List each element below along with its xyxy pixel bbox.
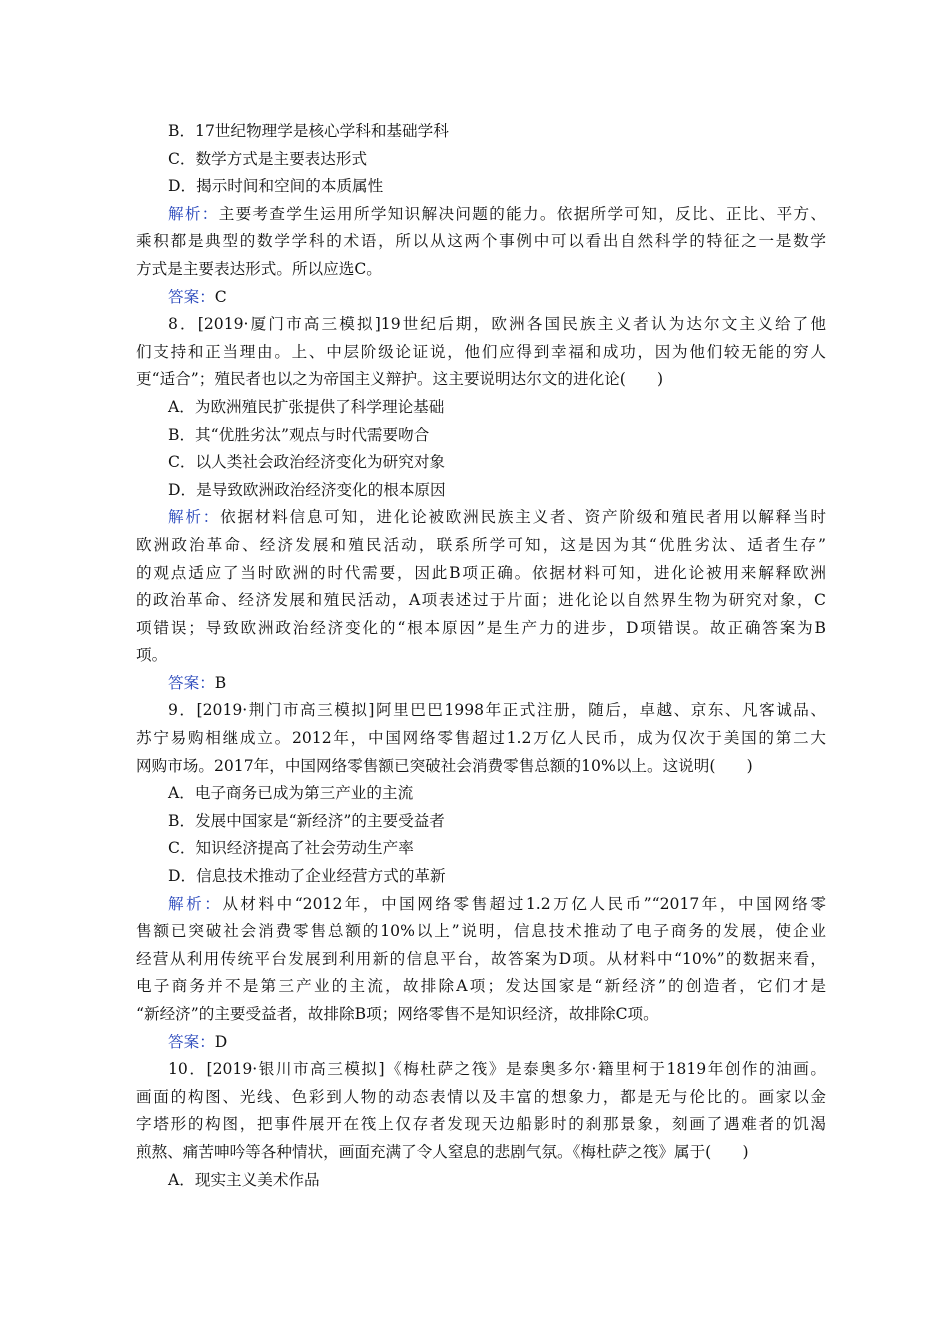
answer-label: 答案：: [168, 1032, 215, 1051]
q7-option-b: B．17世纪物理学是核心学科和基础学科: [168, 122, 449, 140]
q8-analysis-line-6: 项。: [136, 646, 168, 665]
q7-answer-value: C: [214, 287, 227, 306]
analysis-label: 解析：: [168, 894, 223, 913]
q8-option-a: A．为欧洲殖民扩张提供了科学理论基础: [168, 397, 445, 416]
q10-option-a: A．现实主义美术作品: [168, 1170, 320, 1189]
q10-stem-line-4: 煎熬、痛苦呻吟等各种情状，画面充满了令人窒息的悲剧气氛。《梅杜萨之筏》属于( ): [136, 1142, 749, 1161]
q7-option-d: D．揭示时间和空间的本质属性: [168, 177, 384, 196]
q9-analysis-line-2: 售额已突破社会消费零售总额的10%以上”说明，信息技术推动了电子商务的发展，使企业: [136, 922, 826, 941]
q7-analysis-line-3: 方式是主要表达形式。所以应选C。: [136, 259, 382, 278]
q8-stem-line-1: 8．[2019·厦门市高三模拟]19世纪后期，欧洲各国民族主义者认为达尔文主义给了他: [168, 315, 826, 334]
q8-analysis-line-1: 解析：依据材料信息可知，进化论被欧洲民族主义者、资产阶级和殖民者用以解释当时: [168, 508, 826, 527]
q8-analysis-line-5: 项错误；导致欧洲政治经济变化的“根本原因”是生产力的进步，D项错误。故正确答案为B: [136, 618, 826, 637]
analysis-label: 解析：: [168, 204, 219, 223]
q9-stem-line-2: 苏宁易购相继成立。2012年，中国网络零售超过1.2万亿人民币，成为仅次于美国的第二大: [136, 729, 826, 748]
q7-answer: [136, 284, 826, 312]
q9-analysis-line-5: “新经济”的主要受益者，故排除B项；网络零售不是知识经济，故排除C项。: [136, 1005, 659, 1023]
q8-analysis-line-2: 欧洲政治革命、经济发展和殖民活动，联系所学可知，这是因为其“优胜劣汰、适者生存”: [136, 535, 826, 554]
q8-stem-line-3: 更“适合”；殖民者也以之为帝国主义辩护。这主要说明达尔文的进化论( ): [136, 370, 664, 389]
q7-analysis-line-1: 解析：主要考查学生运用所学知识解决问题的能力。依据所学可知，反比、正比、平方、: [168, 204, 826, 223]
q7-option-c: C．数学方式是主要表达形式: [168, 149, 368, 168]
q9-option-b: B．发展中国家是“新经济”的主要受益者: [168, 811, 445, 830]
q8-option-c: C．以人类社会政治经济变化为研究对象: [168, 453, 446, 472]
q10-stem-line-1: 10．[2019·银川市高三模拟]《梅杜萨之筏》是泰奥多尔·籍里柯于1819年创作的油画。: [168, 1060, 826, 1079]
q9-option-c: C．知识经济提高了社会劳动生产率: [168, 839, 414, 858]
q8-answer: [136, 670, 826, 698]
q8-stem-line-2: 们支持和正当理由。上、中层阶级论证说，他们应得到幸福和成功，因为他们较无能的穷人: [136, 342, 826, 361]
q9-answer: [136, 1029, 826, 1057]
q10-stem-line-2: 画面的构图、光线、色彩到人物的动态表情以及丰富的想象力，都是无与伦比的。画家以金: [136, 1087, 826, 1106]
q9-analysis-line-1: 解析：从材料中“2012年，中国网络零售超过1.2万亿人民币”“2017年，中国网络零: [168, 894, 826, 913]
answer-label: 答案：: [168, 287, 215, 306]
q7-analysis-line-2: 乘积都是典型的数学学科的术语，所以从这两个事例中可以看出自然科学的特征之一是数学: [136, 232, 826, 251]
q10-stem-line-3: 字塔形的构图，把事件展开在筏上仅存者发现天边船影时的刹那景象，刻画了遇难者的饥渴: [136, 1115, 826, 1134]
q9-option-d: D．信息技术推动了企业经营方式的革新: [168, 867, 446, 886]
q8-option-b: B．其“优胜劣汰”观点与时代需要吻合: [168, 425, 430, 444]
q9-stem-line-1: 9．[2019·荆门市高三模拟]阿里巴巴1998年正式注册，随后，卓越、京东、凡客诚品、: [168, 701, 826, 720]
document-page: [136, 118, 826, 1194]
q8-analysis-line-4: 的政治革命、经济发展和殖民活动，A项表述过于片面；进化论以自然界生物为研究对象，C: [136, 591, 826, 610]
q9-analysis-line-3: 经营从利用传统平台发展到利用新的信息平台，故答案为D项。从材料中“10%”的数据来看，: [136, 949, 826, 968]
q8-analysis-line-3: 的观点适应了当时欧洲的时代需要，因此B项正确。依据材料可知，进化论被用来解释欧洲: [136, 563, 826, 582]
q8-option-d: D．是导致欧洲政治经济变化的根本原因: [168, 480, 446, 499]
q9-answer-value: D: [214, 1032, 228, 1051]
q9-stem-line-3: 网购市场。2017年，中国网络零售额已突破社会消费零售总额的10%以上。这说明( ): [136, 756, 753, 775]
answer-label: 答案：: [168, 673, 215, 692]
analysis-label: 解析：: [168, 508, 221, 527]
q8-answer-value: B: [214, 673, 227, 692]
q9-analysis-line-4: 电子商务并不是第三产业的主流，故排除A项；发达国家是“新经济”的创造者，它们才是: [136, 977, 826, 996]
q9-option-a: A．电子商务已成为第三产业的主流: [168, 784, 414, 803]
